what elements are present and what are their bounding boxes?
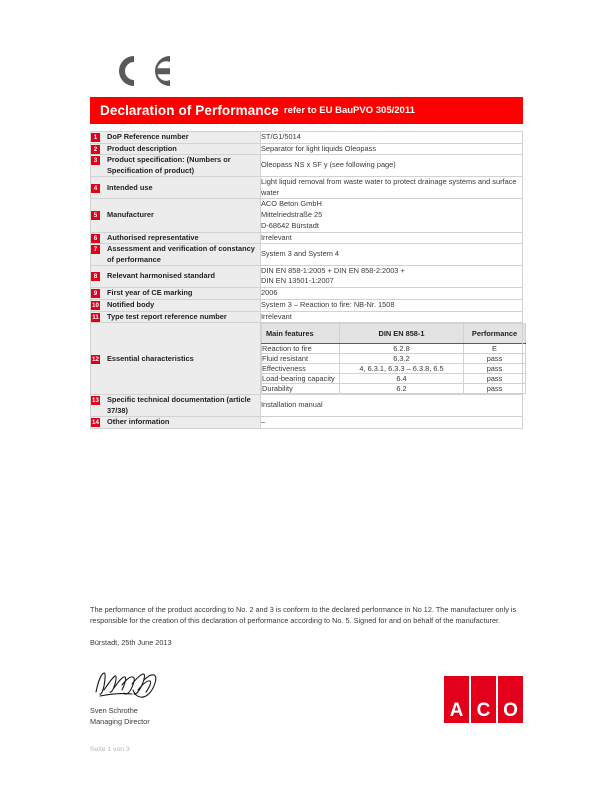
row-value-line: Separator for light liquids Oleopass [261,143,377,153]
row-value-cell [261,395,523,416]
sub-table-row [262,344,526,354]
row-value-line: 2006 [261,288,278,298]
row-label-text: Essential characteristics [107,353,194,363]
row-value-cell [261,265,523,287]
sub-table-row [262,364,526,374]
aco-logo [444,676,523,723]
row-number-badge: 7 [91,245,100,254]
row-value-line: D-68642 Bürstadt [261,220,319,230]
place-and-date: Bürstadt, 25th June 2013 [90,638,172,647]
row-number-badge: 10 [92,302,99,310]
row-label-text: Relevant harmonised standard [107,271,216,281]
table-row [91,176,523,198]
row-value-cell [261,232,523,244]
row-label-cell [91,155,261,176]
row-label-cell [91,143,261,155]
row-label-cell [91,199,261,232]
row-value-cell [261,199,523,232]
row-label-cell [91,299,261,311]
sub-table-row [262,374,526,384]
sub-table-cell: pass [464,354,526,364]
document-title-banner [90,97,523,124]
row-label-cell [91,288,261,300]
aco-logo-tile-a [444,676,469,723]
table-row [91,199,523,232]
conformity-statement: The performance of the product according to No. 2 and 3 is conform to the declared performance in No 12. The manufacturer only is responsible for the creation of this declaration of performance according to No. 5. Signed for and on behalf of the manufacturer. [90,605,517,626]
row-label-text: Intended use [107,182,153,192]
sub-table-cell: Fluid resistant [262,354,340,364]
row-label-cell [91,395,261,416]
row-label-text: Authorised representative [107,232,199,242]
table-row [91,132,523,144]
row-value-line: Installation manual [261,400,323,410]
row-number-badge: 5 [91,211,100,220]
sub-table-cell: 6.3.2 [340,354,464,364]
table-row [91,299,523,311]
row-value-cell [261,176,523,198]
table-row [91,395,523,416]
sub-table-cell: 6.4 [340,374,464,384]
row-value-line: System 3 and System 4 [261,249,340,259]
row-label-cell [91,265,261,287]
row-label-text: Assessment and verification of constancy of performance [107,244,255,264]
row-value-cell [261,155,523,176]
sub-table-cell: E [464,344,526,354]
row-label-cell [91,311,261,323]
table-row [91,311,523,323]
sub-table-cell: Durability [262,384,340,394]
sub-table-cell: 6.2.8 [340,344,464,354]
row-label-cell [91,176,261,198]
row-label-text: Type test report reference number [107,311,227,321]
sub-table-cell: pass [464,384,526,394]
row-number-badge: 13 [92,397,99,405]
row-label-text: DoP Reference number [107,132,189,142]
essential-characteristics-table [261,323,526,394]
row-value-cell [261,244,523,265]
row-value-line: Irrelevant [261,232,292,242]
row-number-badge: 9 [91,289,100,298]
sub-table-cell: Load-bearing capacity [262,374,340,384]
row-value-cell [261,288,523,300]
sub-table-cell: 6.2 [340,384,464,394]
sub-table-column-header: Performance [464,324,526,344]
declaration-table [90,131,523,429]
row-label-cell [91,416,261,428]
table-row [91,155,523,176]
row-number-badge: 11 [92,313,99,321]
sub-table-cell: Effectiveness [262,364,340,374]
aco-logo-tile-c [471,676,496,723]
table-row [91,143,523,155]
row-number-badge: 3 [91,156,100,165]
table-row [91,244,523,265]
row-number-badge: 1 [91,133,100,142]
row-number-badge: 2 [91,145,100,154]
sub-table-row [262,354,526,364]
row-value-line: Oleopass NS x SF y (see following page) [261,160,396,170]
page-number: Seite 1 von 3 [90,746,130,753]
row-number-badge: 6 [91,234,100,243]
sub-table-cell: pass [464,364,526,374]
row-value-cell [261,299,523,311]
sub-table-column-header: DIN EN 858-1 [340,324,464,344]
row-label-text: First year of CE marking [107,288,193,298]
row-label-cell [91,323,261,395]
row-value-line: DIN EN 13501-1:2007 [261,276,334,286]
row-label-text: Specific technical documentation (article 37/38) [107,395,251,415]
table-row [91,288,523,300]
signer-title: Managing Director [90,716,150,726]
svg-text:A: A [449,700,464,721]
row-value-line: Mittelriedstraße 25 [261,210,323,220]
row-value-line: Irrelevant [261,311,292,321]
row-label-cell [91,244,261,265]
page-subtitle: refer to EU BauPVO 305/2011 [283,104,415,116]
essential-characteristics-container [261,323,523,395]
table-row-essential-characteristics [91,323,523,395]
row-number-badge: 4 [91,184,100,193]
sub-table-header-row [262,324,526,344]
row-value-cell [261,132,523,144]
aco-logo-tile-o [498,676,523,723]
page-title: Declaration of Performance [100,103,279,118]
sub-table-row [262,384,526,394]
row-label-text: Notified body [107,300,155,310]
row-value-line: Light liquid removal from waste water to protect drainage systems and surface water [261,176,517,197]
row-value-line: ST/G1/5014 [261,132,301,141]
signature-image [92,668,172,702]
sub-table-cell: 4, 6.3.1, 6.3.3 – 6.3.8, 6.5 [340,364,464,374]
row-number-badge: 8 [91,272,100,281]
row-value-line: DIN EN 858-1:2005 + DIN EN 858-2:2003 + [261,265,405,275]
row-label-text: Manufacturer [107,210,154,220]
sub-table-cell: pass [464,374,526,384]
row-value-line: System 3 – Reaction to fire: NB-Nr. 1508 [261,299,395,309]
row-value-cell [261,416,523,428]
row-label-cell [91,132,261,144]
table-row [91,416,523,428]
row-number-badge: 12 [92,355,99,363]
svg-text:O: O [503,700,518,721]
row-value-line: – [261,416,266,426]
row-number-badge: 14 [92,419,99,427]
signer-name: Sven Schrothe [90,706,138,715]
row-label-text: Product specification: (Numbers or Specification of product) [107,155,231,175]
row-label-cell [91,232,261,244]
sub-table-column-header: Main features [262,324,340,344]
row-value-line: ACO Beton GmbH [261,199,322,209]
sub-table-cell: Reaction to fire [262,344,340,354]
ce-marking-logo [104,50,174,92]
row-value-cell [261,311,523,323]
signer-block [90,706,150,728]
table-row [91,232,523,244]
row-value-cell [261,143,523,155]
table-row [91,265,523,287]
row-label-text: Other information [107,417,170,427]
row-label-text: Product description [107,143,177,153]
svg-text:C: C [476,700,491,721]
